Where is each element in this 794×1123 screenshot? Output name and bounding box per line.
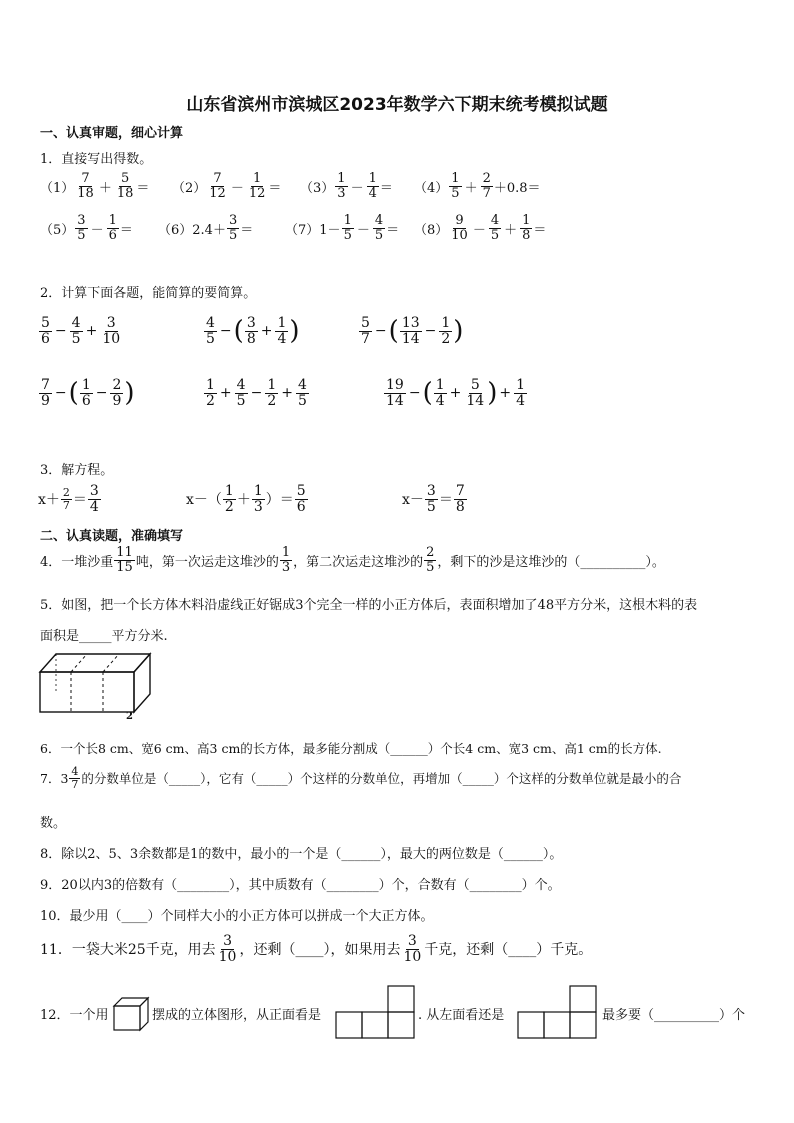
q3-equation-2: x－（ $\frac{1}{2}$ ＋ $\frac{1}{3}$ ）＝ $\frac{5}{6}$	[186, 483, 306, 515]
q2-expr-5: $\frac{1}{2}$ + $\frac{4}{5}$ − $\frac{1}{2}$ + $\frac{4}{5}$	[206, 377, 307, 409]
q9: 9．20以内3的倍数有（________），其中质数有（________）个，合数有（________）个。	[40, 878, 561, 893]
q3-equation-1: x＋ $\frac{2}{7}$ ＝ $\frac{3}{4}$	[38, 483, 99, 515]
q12-part-3: . 从左面看还是	[418, 1008, 505, 1023]
q7-line-2: 数。	[40, 816, 67, 831]
section-1-heading: 一、认真审题，细心计算	[40, 126, 184, 141]
q2-expr-2: $\frac{4}{5}$ − ( $\frac{3}{8}$ + $\frac{1}{4}$ )	[206, 315, 300, 347]
section-2-heading: 二、认真读题，准确填写	[40, 529, 184, 544]
q1-item: （2） $\frac{7}{12}$ － $\frac{1}{12}$ ＝	[172, 171, 282, 201]
q2-expr-3: $\frac{5}{7}$ − ( $\frac{13}{14}$ − $\frac{1}{2}$ )	[361, 315, 464, 347]
front-view-figure	[335, 985, 417, 1041]
q11: 11．一袋大米25千克，用去 $\frac{3}{10}$ ，还剩（____），如果用去 $\frac{3}{10}$ 千克，还剩（____）千克。	[40, 933, 593, 965]
small-cube-icon	[112, 996, 152, 1032]
page-title: 山东省滨州市滨城区2023年数学六下期末统考模拟试题	[186, 95, 608, 115]
q10: 10．最少用（____）个同样大小的小正方体可以拼成一个大正方体。	[40, 909, 434, 924]
q2-title: 2．计算下面各题，能简算的要简算。	[40, 286, 257, 301]
q12-part-1: 12．一个用	[40, 1008, 109, 1023]
q3-title: 3．解方程。	[40, 463, 114, 478]
cuboid-label: 2	[126, 711, 133, 722]
q12-part-2: 摆成的立体图形，从正面看是	[152, 1008, 322, 1023]
q4: 4．一堆沙重 $\frac{11}{15}$ 吨，第一次运走这堆沙的 $\frac{1}{3}$ ，第二次运走这堆沙的 $\frac{2}{5}$ ，剩下的沙是这堆沙的（__________）。	[40, 545, 665, 575]
q1-item: （6） 2.4＋ $\frac{3}{5}$ ＝	[158, 213, 254, 243]
q8: 8．除以2、5、3余数都是1的数中，最小的一个是（______），最大的两位数是（______）。	[40, 847, 563, 862]
q3-equation-3: x－ $\frac{3}{5}$ ＝ $\frac{7}{8}$	[402, 483, 465, 515]
q2-expr-1: $\frac{5}{6}$ − $\frac{4}{5}$ + $\frac{3}{10}$	[41, 315, 121, 347]
q1-item: （4） $\frac{1}{5}$ ＋ $\frac{2}{7}$ ＋0.8＝	[414, 171, 541, 201]
q5-line-2: 面积是_____平方分米.	[40, 629, 168, 644]
q2-expr-4: $\frac{7}{9}$ − ( $\frac{1}{6}$ − $\frac{2}{9}$ )	[41, 377, 135, 409]
q1-item: （3） $\frac{1}{3}$ － $\frac{1}{4}$ ＝	[300, 171, 393, 201]
q1-item: （5） $\frac{3}{5}$ － $\frac{1}{6}$ ＝	[40, 213, 133, 243]
left-view-figure	[517, 985, 599, 1041]
q1-title: 1．直接写出得数。	[40, 152, 153, 167]
q1-item: （1） $\frac{7}{18}$ ＋ $\frac{5}{18}$ ＝	[40, 171, 150, 201]
cuboid-figure	[36, 650, 156, 722]
q7-line-1: 7．3 $\frac{4}{7}$ 的分数单位是（_____），它有（_____）个这样的分数单位，再增加（_____）个这样的分数单位就是最小的合	[40, 765, 682, 791]
q1-item: （7） 1－ $\frac{1}{5}$ － $\frac{4}{5}$ ＝	[285, 213, 400, 243]
q2-expr-6: $\frac{19}{14}$ − ( $\frac{1}{4}$ + $\frac{5}{14}$ ) + $\frac{1}{4}$	[386, 377, 526, 409]
q5-line-1: 5．如图，把一个长方体木料沿虚线正好锯成3个完全一样的小正方体后，表面积增加了48平方分米，这根木料的表	[40, 598, 698, 613]
q1-item: （8） $\frac{9}{10}$ － $\frac{4}{5}$ ＋ $\frac{1}{8}$ ＝	[414, 213, 547, 243]
q6: 6．一个长8 cm、宽6 cm、高3 cm的长方体，最多能分割成（______）个长4 cm、宽3 cm、高1 cm的长方体.	[40, 741, 662, 756]
q12-part-4: 最多要（__________）个	[602, 1008, 746, 1023]
